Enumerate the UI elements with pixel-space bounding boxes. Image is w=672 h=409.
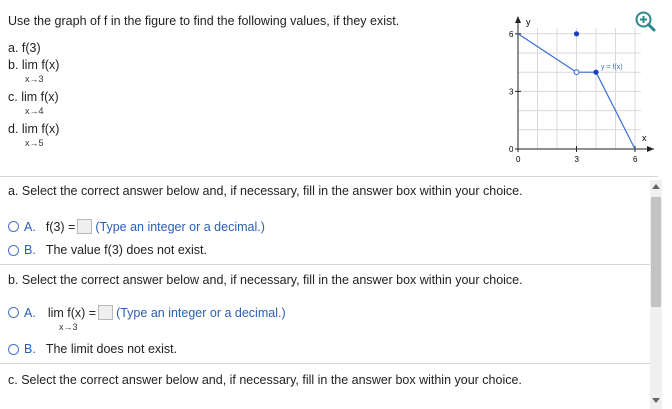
- question-b-choice-a[interactable]: [8, 305, 286, 320]
- scroll-down-arrow-icon[interactable]: [652, 398, 660, 403]
- question-b-radio-b[interactable]: [8, 344, 19, 355]
- part-b-sub: x→3: [25, 74, 44, 84]
- question-b-limit-sub: x→3: [59, 322, 78, 332]
- y-axis-label: y: [526, 17, 531, 27]
- divider: [0, 176, 658, 177]
- y-tick-label: 6: [509, 29, 514, 39]
- question-a-hint: (Type an integer or a decimal.): [95, 219, 265, 234]
- question-a-letter-a: A.: [24, 219, 36, 234]
- question-b-letter-a: A.: [24, 305, 36, 320]
- question-b-hint: (Type an integer or a decimal.): [116, 305, 286, 320]
- x-tick-label: 3: [574, 155, 579, 164]
- part-c-sub: x→4: [25, 106, 44, 116]
- question-b-answer-box[interactable]: [98, 305, 113, 320]
- question-a-answer-box[interactable]: [77, 219, 92, 234]
- part-b-label: b. lim f(x): [8, 58, 60, 72]
- curve-label: y = f(x): [601, 64, 623, 71]
- x-axis-arrow: [647, 146, 654, 152]
- scroll-up-arrow-icon[interactable]: [652, 184, 660, 189]
- closed-point: [593, 70, 598, 75]
- closed-point: [574, 31, 579, 36]
- part-c-label: c. lim f(x): [8, 90, 59, 104]
- function-graph: [0, 0, 672, 180]
- question-a-choice-b-text: The value f(3) does not exist.: [45, 243, 208, 257]
- y-tick-label: 3: [509, 87, 514, 97]
- y-tick-label: 0: [509, 145, 514, 154]
- question-b-prompt: b. Select the correct answer below and, if necessary, fill in the answer box within your choice.: [8, 273, 523, 287]
- scroll-thumb[interactable]: [651, 197, 661, 307]
- part-d-label: d. lim f(x): [8, 122, 60, 136]
- x-tick-label: 0: [516, 155, 521, 164]
- question-b-prefix: lim f(x) =: [47, 305, 97, 320]
- question-a-choice-b[interactable]: [8, 243, 207, 257]
- y-axis-arrow: [515, 16, 521, 23]
- question-b-letter-b: B.: [24, 342, 36, 356]
- scrollbar[interactable]: [650, 180, 662, 409]
- part-d-sub: x→5: [25, 138, 44, 148]
- x-tick-label: 6: [633, 155, 638, 164]
- graph-ticks: [509, 30, 638, 164]
- question-c-prompt: c. Select the correct answer below and, if necessary, fill in the answer box within your choice.: [8, 373, 522, 387]
- x-axis-label: x: [642, 133, 647, 143]
- question-b-choice-b[interactable]: [8, 342, 177, 356]
- question-a-radio-a[interactable]: [8, 221, 19, 232]
- part-a-label: a. f(3): [8, 41, 41, 55]
- question-b-choice-b-text: The limit does not exist.: [45, 342, 178, 356]
- question-a-letter-b: B.: [24, 243, 36, 257]
- question-a-choice-a[interactable]: [8, 219, 265, 234]
- question-a-radio-b[interactable]: [8, 245, 19, 256]
- question-a-prefix: f(3) =: [45, 219, 76, 234]
- divider: [0, 264, 658, 265]
- question-a-prompt: a. Select the correct answer below and, if necessary, fill in the answer box within your choice.: [8, 184, 523, 198]
- divider: [0, 363, 658, 364]
- problem-prompt: Use the graph of f in the figure to find the following values, if they exist.: [8, 14, 400, 28]
- open-point: [574, 70, 579, 75]
- question-b-radio-a[interactable]: [8, 307, 19, 318]
